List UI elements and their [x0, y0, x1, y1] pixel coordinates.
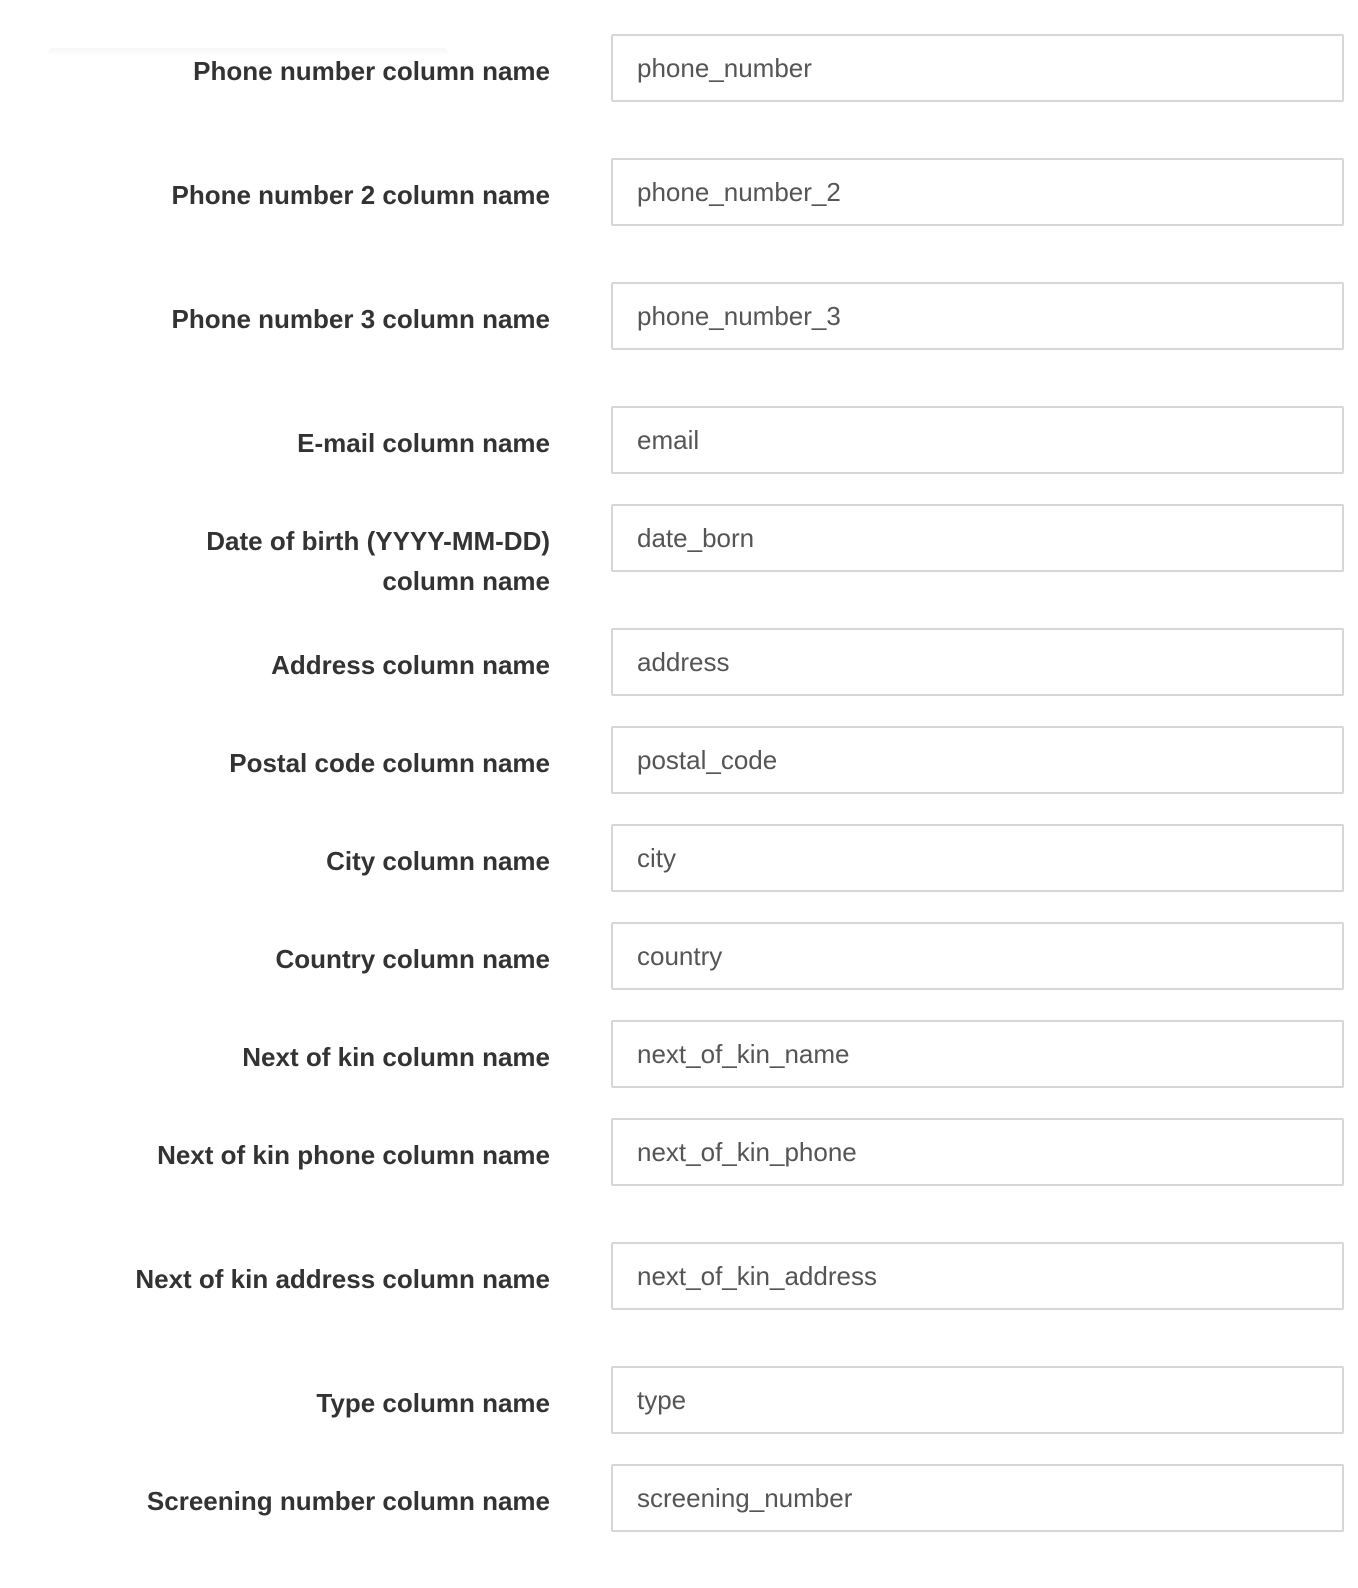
form-row-next-of-kin-phone	[0, 1118, 1358, 1242]
screening-number-label: Screening number column name	[146, 1486, 550, 1516]
next-of-kin-address-label: Next of kin address column name	[135, 1264, 550, 1294]
form-row-screening-number	[0, 1464, 1358, 1588]
form-row-phone-number-3	[0, 282, 1358, 406]
next-of-kin-phone-input[interactable]	[611, 1118, 1344, 1186]
type-input[interactable]	[611, 1366, 1344, 1434]
form-row-address	[0, 628, 1358, 726]
email-label: E-mail column name	[297, 428, 550, 458]
phone-number-3-input[interactable]	[611, 282, 1344, 350]
phone-number-input[interactable]	[611, 34, 1344, 102]
form-row-type	[0, 1366, 1358, 1464]
next-of-kin-phone-label: Next of kin phone column name	[157, 1140, 550, 1170]
phone-number-3-label: Phone number 3 column name	[171, 304, 550, 334]
next-of-kin-address-input[interactable]	[611, 1242, 1344, 1310]
form-row-next-of-kin-address	[0, 1242, 1358, 1366]
type-label: Type column name	[316, 1388, 550, 1418]
form-row-phone-number	[0, 34, 1358, 158]
email-input[interactable]	[611, 406, 1344, 474]
form-row-next-of-kin	[0, 1020, 1358, 1118]
form-row-email	[0, 406, 1358, 504]
address-label: Address column name	[271, 650, 550, 680]
screening-number-input[interactable]	[611, 1464, 1344, 1532]
country-label: Country column name	[275, 944, 550, 974]
date-of-birth-label: Date of birth (YYYY-MM-DD) column name	[206, 526, 550, 596]
form-row-city	[0, 824, 1358, 922]
form-row-postal-code	[0, 726, 1358, 824]
city-input[interactable]	[611, 824, 1344, 892]
phone-number-2-input[interactable]	[611, 158, 1344, 226]
country-input[interactable]	[611, 922, 1344, 990]
phone-number-2-label: Phone number 2 column name	[171, 180, 550, 210]
next-of-kin-label: Next of kin column name	[242, 1042, 550, 1072]
form-row-date-of-birth	[0, 504, 1358, 628]
column-mapping-form	[0, 34, 1358, 1588]
city-label: City column name	[326, 846, 550, 876]
date-of-birth-input[interactable]	[611, 504, 1344, 572]
next-of-kin-input[interactable]	[611, 1020, 1344, 1088]
form-row-country	[0, 922, 1358, 1020]
address-input[interactable]	[611, 628, 1344, 696]
postal-code-label: Postal code column name	[229, 748, 550, 778]
postal-code-input[interactable]	[611, 726, 1344, 794]
form-row-phone-number-2	[0, 158, 1358, 282]
phone-number-label: Phone number column name	[193, 56, 550, 86]
